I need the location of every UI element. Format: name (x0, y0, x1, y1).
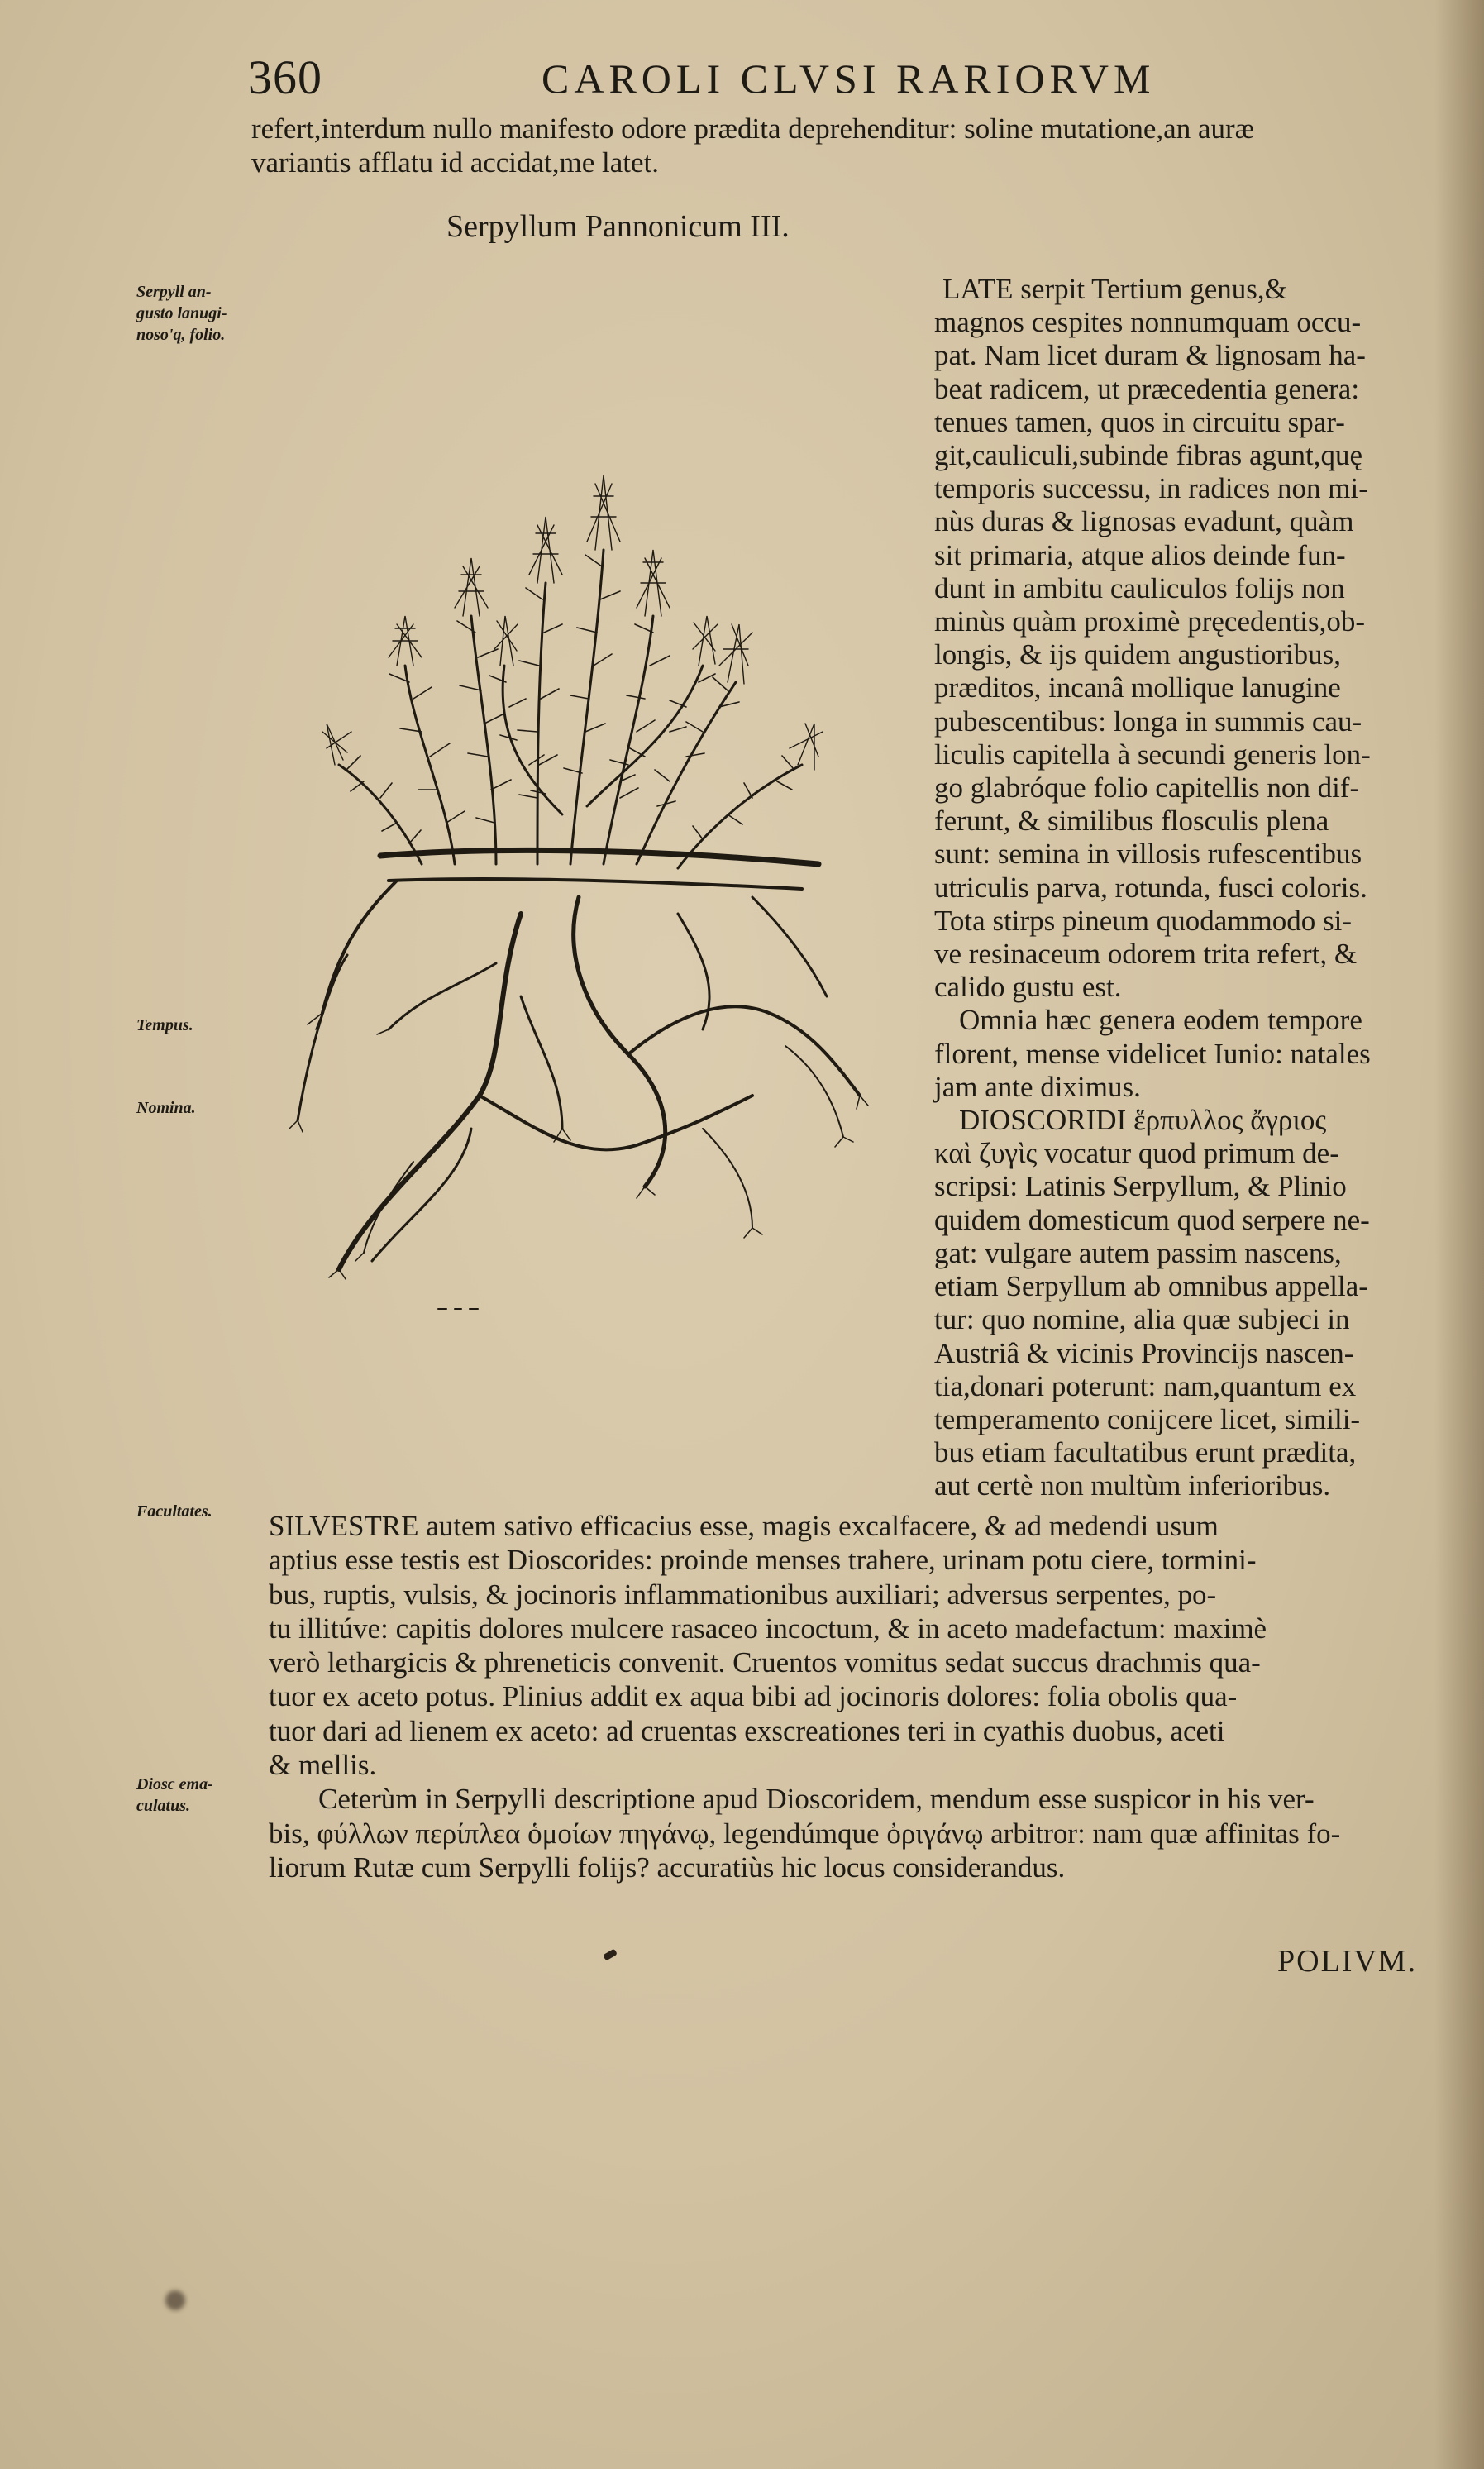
text-line: longis, & ijs quidem angustioribus, (934, 638, 1341, 671)
ink-mark (603, 1949, 618, 1961)
serpyllum-woodcut-illustration (289, 418, 885, 1327)
plant-title: Serpyllum Pannonicum III. (446, 209, 790, 244)
text-line: tenues tamen, quos in circuitu spar- (934, 405, 1345, 438)
text-line: go glabróque folio capitellis non dif- (934, 771, 1360, 805)
text-line: SILVESTRE autem sativo efficacius esse, magis excalfacere, & ad medendi usum (269, 1510, 1219, 1542)
text-line: Austriâ & vicinis Provincijs nascen- (934, 1336, 1354, 1369)
text-line: scripsi: Latinis Serpyllum, & Plinio (934, 1170, 1347, 1203)
text-line: etiam Serpyllum ab omnibus appella- (934, 1270, 1368, 1303)
text-line: calido gustu est. (934, 971, 1122, 1004)
text-line: præditos, incanâ mollique lanugine (934, 671, 1341, 704)
running-head: CAROLI CLVSI RARIORVM (542, 55, 1156, 102)
text-line: jam ante diximus. (934, 1070, 1141, 1103)
text-line: sit primaria, atque alios deinde fun- (934, 538, 1346, 571)
margin-note-nomina: Nomina. (136, 1099, 196, 1117)
text-line: tu illitúve: capitis dolores mulcere rasaceo incoctum, & in aceto madefactum: maximè (269, 1612, 1267, 1645)
text-line: git,cauliculi,subinde fibras agunt,quę (934, 439, 1363, 472)
text-line: pat. Nam licet duram & lignosam ha- (934, 339, 1366, 372)
intro-line-1: refert,interdum nullo manifesto odore prædita deprehenditur: soline mutatione,an auræ (251, 112, 1254, 145)
text-line: magnos cespites nonnumquam occu- (934, 306, 1362, 339)
full-width-text (269, 1509, 1418, 1884)
text-line: utriculis parva, rotunda, fusci coloris. (934, 871, 1367, 904)
text-line: tur: quo nomine, alia quæ subjeci in (934, 1303, 1350, 1336)
text-line: tuor ex aceto potus. Plinius addit ex aqua bibi ad jocinoris dolores: folia obolis qua- (269, 1680, 1238, 1713)
margin-note-tempus: Tempus. (136, 1016, 193, 1034)
text-line: temporis successu, in radices non mi- (934, 472, 1368, 505)
text-line: aptius esse testis est Dioscorides: proinde menses trahere, urinam potu ciere, tormini- (269, 1544, 1257, 1577)
right-column-text (934, 273, 1422, 1503)
text-line: minùs quàm proximè pręcedentis,ob- (934, 605, 1365, 638)
text-line: nùs duras & lignosas evadunt, quàm (934, 505, 1354, 538)
text-line: LATE serpit Tertium genus,& (942, 273, 1287, 305)
text-line: Ceterùm in Serpylli descriptione apud Dioscoridem, mendum esse suspicor in his ver- (318, 1783, 1315, 1816)
page-header (248, 50, 1422, 107)
text-line: bis, φύλλων περίπλεα ὁμοίων πηγάνῳ, legendúmque ὀριγάνῳ arbitror: nam quæ affinitas fo- (269, 1817, 1341, 1850)
text-line: & mellis. (269, 1749, 377, 1782)
text-line: ferunt, & similibus flosculis plena (934, 805, 1329, 838)
text-line: florent, mense videlicet Iunio: natales (934, 1037, 1371, 1070)
text-line: tia,donari poterunt: nam,quantum ex (934, 1369, 1357, 1402)
text-line: gat: vulgare autem passim nascens, (934, 1236, 1342, 1269)
margin-note-diosc: Diosc ema- culatus. (136, 1775, 213, 1815)
text-line: liculis capitella à secundi generis lon- (934, 738, 1371, 771)
text-line: liorum Rutæ cum Serpylli folijs? accuratiùs hic locus considerandus. (269, 1851, 1066, 1884)
text-line: bus etiam facultatibus erunt prædita, (934, 1436, 1357, 1469)
text-line: aut certè non multùm inferioribus. (934, 1469, 1331, 1502)
page-edge-shadow (1434, 0, 1484, 2469)
text-line: beat radicem, ut præcedentia genera: (934, 372, 1360, 405)
text-line: καὶ ζυγὶς vocatur quod primum de- (934, 1137, 1339, 1170)
foxing-spot (165, 2290, 185, 2310)
page-number: 360 (248, 50, 322, 104)
text-line: bus, ruptis, vulsis, & jocinoris inflammationibus auxiliari; adversus serpentes, po- (269, 1578, 1217, 1611)
margin-note-facultates: Facultates. (136, 1502, 212, 1521)
text-line: ve resinaceum odorem trita refert, & (934, 938, 1358, 971)
text-line: temperamento conijcere licet, simili- (934, 1402, 1361, 1435)
text-line: pubescentibus: longa in summis cau- (934, 704, 1362, 738)
text-line: sunt: semina in villosis rufescentibus (934, 838, 1362, 871)
catchword: POLIVM. (1277, 1944, 1418, 1979)
intro-line-2: variantis afflatu id accidat,me latet. (251, 146, 660, 179)
text-line: verò lethargicis & phreneticis convenit. Cruentos vomitus sedat succus drachmis qua- (269, 1646, 1261, 1679)
margin-note-species: Serpyll an- gusto lanugi- noso'q, folio. (136, 283, 227, 344)
text-line: tuor dari ad lienem ex aceto: ad cruentas exscreationes teri in cyathis duobus, aceti (269, 1714, 1225, 1747)
text-line: quidem domesticum quod serpere ne- (934, 1203, 1370, 1236)
text-line: Tota stirps pineum quodammodo si- (934, 904, 1353, 937)
text-line: dunt in ambitu cauliculos folijs non (934, 571, 1345, 604)
text-line: Omnia hæc genera eodem tempore (959, 1004, 1362, 1037)
text-line: DIOSCORIDI ἕρπυλλος ἄγριος (959, 1104, 1327, 1137)
